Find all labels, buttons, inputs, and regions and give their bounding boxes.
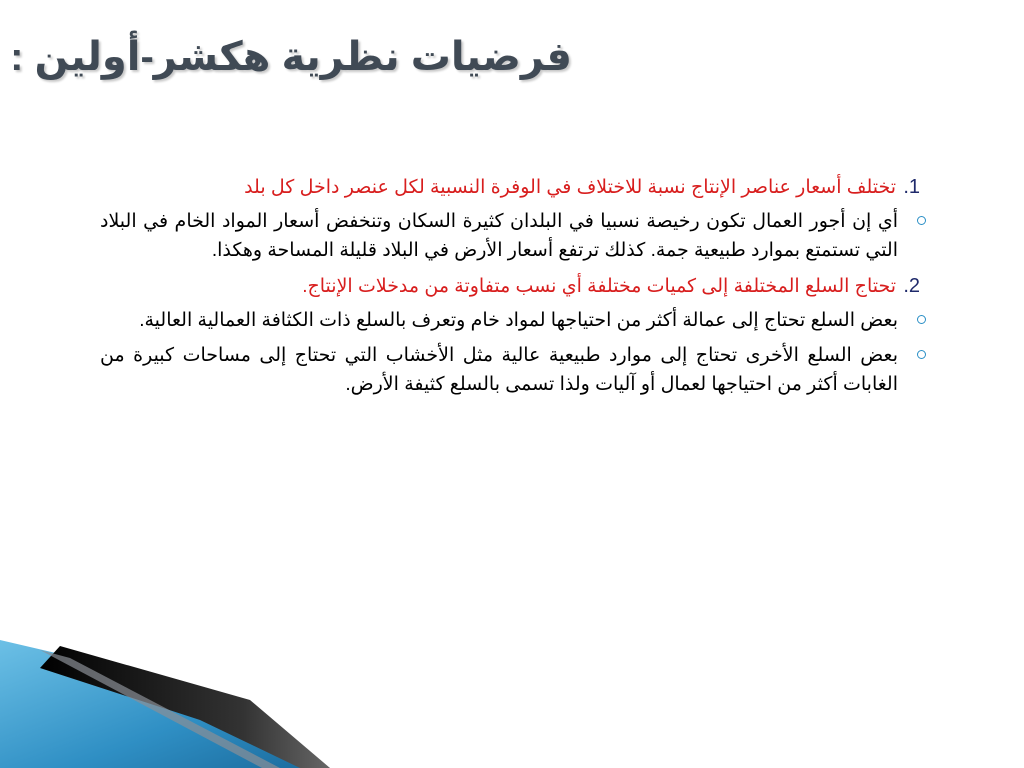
bullet-item <box>100 207 920 265</box>
slide-corner-decoration <box>0 628 1024 768</box>
point-heading: تحتاج السلع المختلفة إلى كميات مختلفة أي نسب متفاوتة من مدخلات الإنتاج. <box>302 276 897 297</box>
point-number: 2. <box>903 275 920 297</box>
slide-body <box>100 172 920 405</box>
circle-bullet-icon <box>917 315 926 324</box>
numbered-point-2 <box>100 271 920 302</box>
bullet-text: أي إن أجور العمال تكون رخيصة نسبيا في البلدان كثيرة السكان وتنخفض أسعار المواد الخام في البلاد التي تستمتع بموارد طبيعية جمة. كذلك ترتفع أسعار الأرض في البلاد قليلة المساحة وهكذا. <box>100 211 898 261</box>
numbered-point-1 <box>100 172 920 203</box>
point-heading: تختلف أسعار عناصر الإنتاج نسبة للاختلاف في الوفرة النسبية لكل عنصر داخل كل بلد <box>244 177 897 198</box>
bullet-item <box>100 341 920 399</box>
bullet-text: بعض السلع الأخرى تحتاج إلى موارد طبيعية عالية مثل الأخشاب التي تحتاج إلى مساحات كبيرة من الغابات أكثر من احتياجها لعمال أو آليات ولذا تسمى بالسلع كثيفة الأرض. <box>100 345 898 395</box>
bullet-text: بعض السلع تحتاج إلى عمالة أكثر من احتياجها لمواد خام وتعرف بالسلع ذات الكثافة العمالية العالية. <box>139 310 898 331</box>
point-number: 1. <box>903 176 920 198</box>
bullet-item <box>100 306 920 335</box>
slide-title: فرضيات نظرية هكشر-أولين : <box>10 35 572 79</box>
circle-bullet-icon <box>917 350 926 359</box>
circle-bullet-icon <box>917 216 926 225</box>
